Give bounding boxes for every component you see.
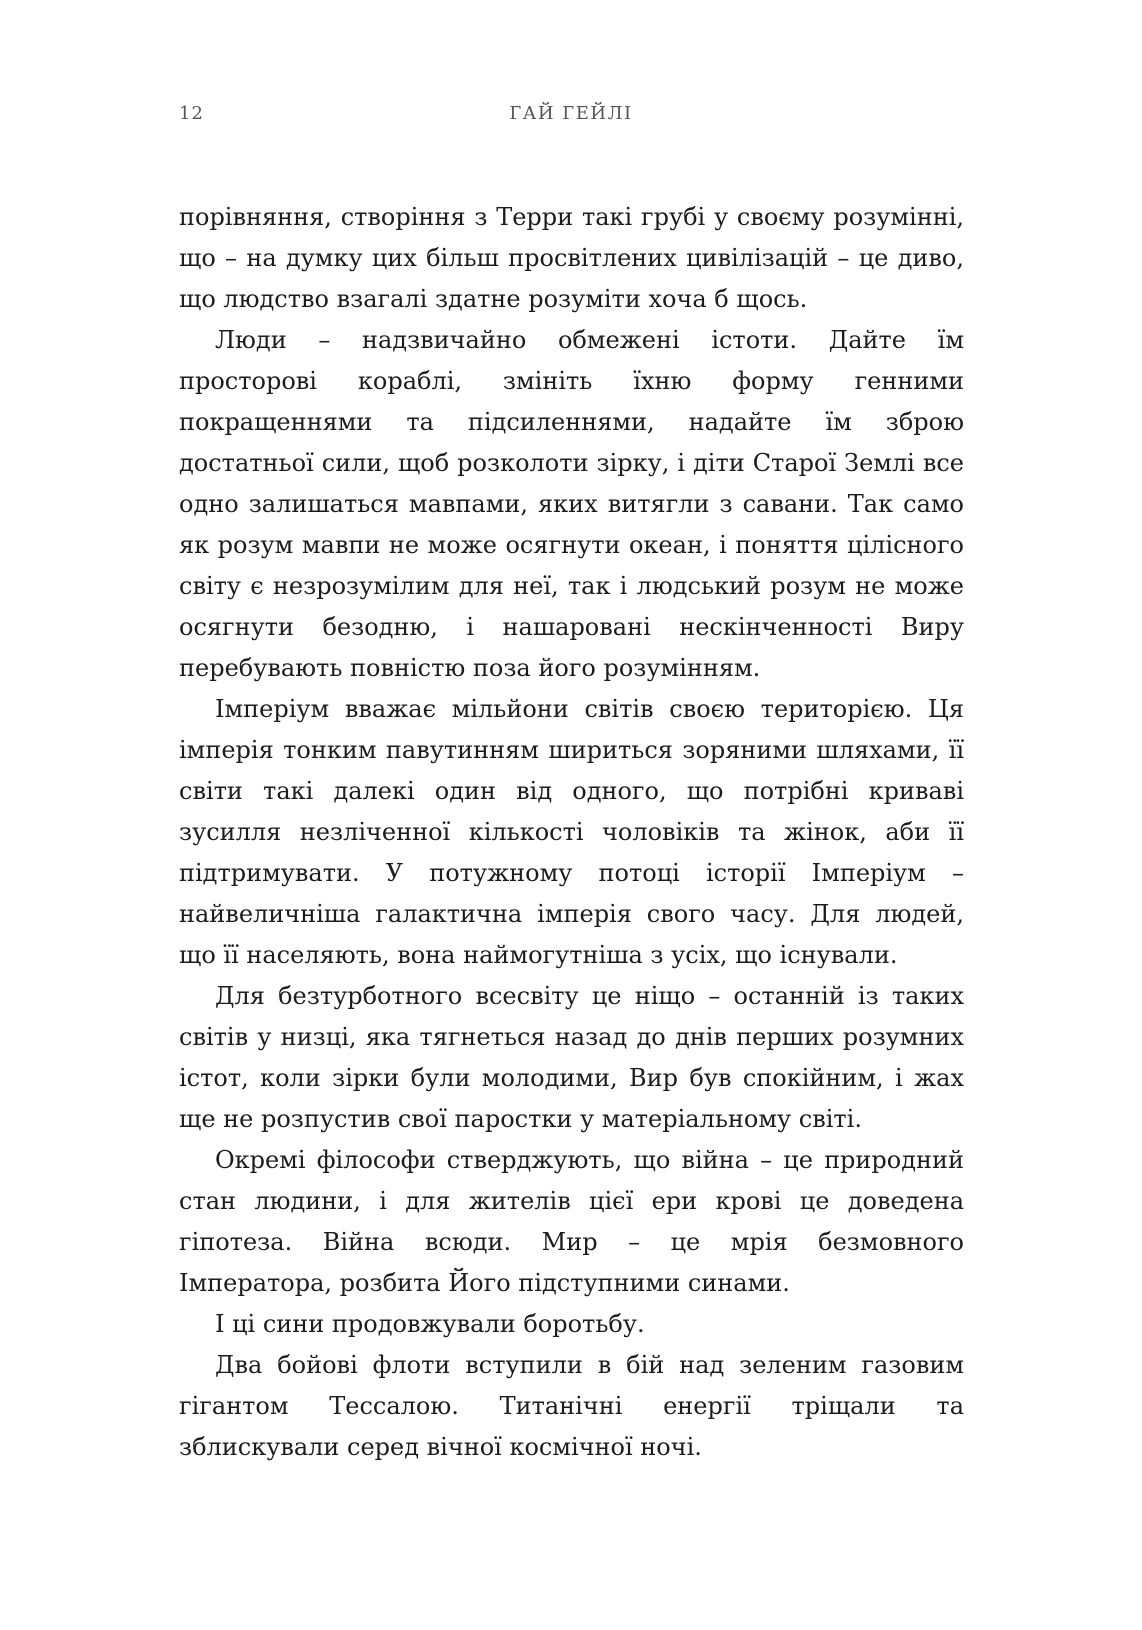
paragraph: Окремі філософи стверджують, що війна – це природний стан людини, і для жителів цієї ери крові це доведена гіпотеза. Війна всюди. Мир – це мрія безмовного Імператора, розбита Його підступними синами. bbox=[179, 1146, 964, 1297]
paragraph-continued: порівняння, створіння з Терри такі грубі у своєму розумінні, що – на думку цих більш просвітлених цивілізацій – це диво, що людство взагалі здатне розуміти хоча б щось. bbox=[179, 203, 964, 313]
body-text bbox=[179, 197, 964, 1468]
running-head-author: ГАЙ ГЕЙЛІ bbox=[509, 103, 633, 124]
paragraph: Імперіум вважає мільйони світів своєю територією. Ця імперія тонким павутинням шириться зоряними шляхами, її світи такі далекі один від одного, що потрібні криваві зусилля незліченної кількості чоловіків та жінок, аби її підтримувати. У потужному потоці історії Імперіум – найвеличніша галактична імперія свого часу. Для людей, що її населяють, вона наймогутніша з усіх, що існували. bbox=[179, 695, 964, 969]
page-number: 12 bbox=[179, 103, 204, 124]
page-header bbox=[0, 103, 1142, 133]
paragraph: Для безтурботного всесвіту це ніщо – останній із таких світів у низці, яка тягнеться назад до днів перших розумних істот, коли зірки були молодими, Вир був спокійним, і жах ще не розпустив свої паростки у матеріальному світі. bbox=[179, 982, 964, 1133]
paragraph: Люди – надзвичайно обмежені істоти. Дайте їм просторові кораблі, змініть їхню форму генними покращеннями та підсиленнями, надайте їм зброю достатньої сили, щоб розколоти зірку, і діти Старої Землі все одно залишаться мавпами, яких витягли з савани. Так само як розум мавпи не може осягнути океан, і поняття цілісного світу є незрозумілим для неї, так і людський розум не може осягнути безодню, і нашаровані нескінченності Виру перебувають повністю поза його розумінням. bbox=[179, 326, 964, 682]
paragraph: Два бойові флоти вступили в бій над зеленим газовим гігантом Тессалою. Титанічні енергії тріщали та зблискували серед вічної космічної ночі. bbox=[179, 1351, 964, 1461]
paragraph: І ці сини продовжували боротьбу. bbox=[215, 1310, 645, 1338]
